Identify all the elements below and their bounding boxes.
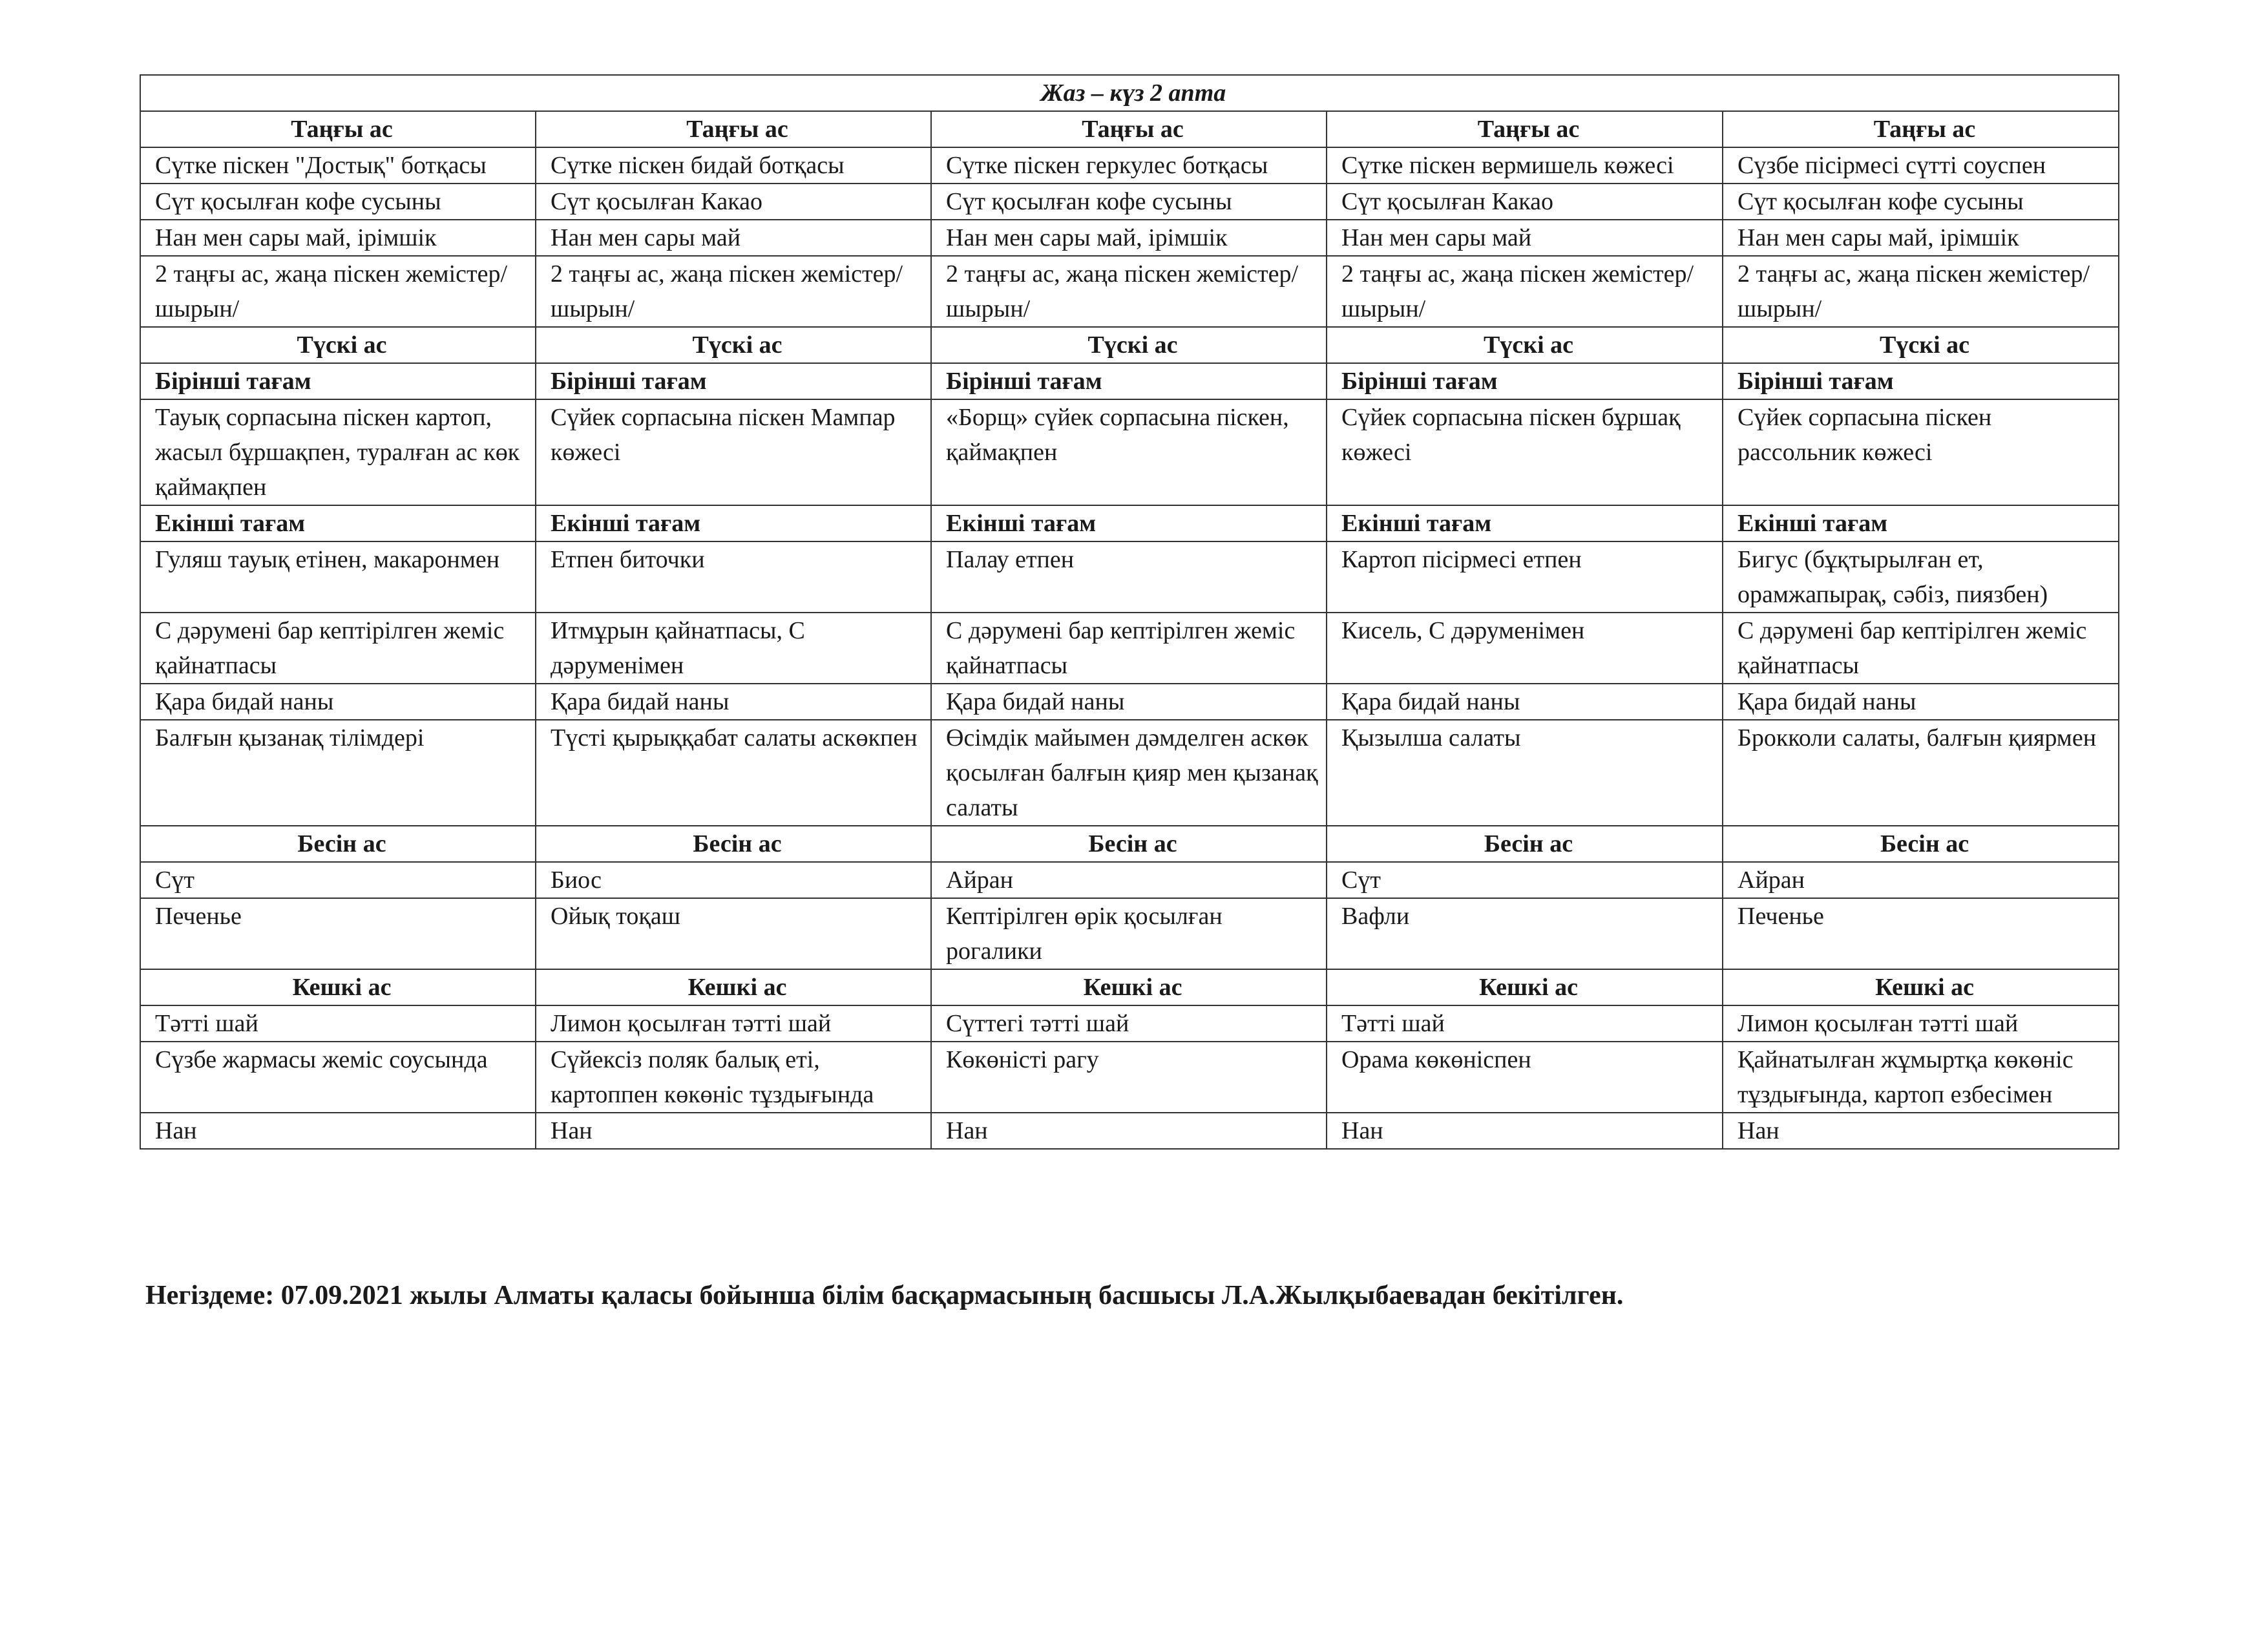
meal-header: Бесін ас <box>931 826 1327 862</box>
menu-cell: 2 таңғы ас, жаңа піскен жемістер/шырын/ <box>1723 256 2119 327</box>
meal-header: Бесін ас <box>1723 826 2119 862</box>
meal-header: Түскі ас <box>1723 327 2119 363</box>
course-header: Бірінші тағам <box>140 363 536 399</box>
menu-cell: Орама көкөніспен <box>1327 1042 1723 1113</box>
menu-title: Жаз – күз 2 апта <box>140 75 2119 111</box>
meal-header-row <box>140 826 2119 862</box>
meal-header: Таңғы ас <box>536 111 931 147</box>
menu-cell: Тауық сорпасына піскен картоп, жасыл бұршақпен, туралған ас көк қаймақпен <box>140 399 536 505</box>
menu-cell: Айран <box>1723 862 2119 898</box>
meal-header: Бесін ас <box>536 826 931 862</box>
menu-cell: Нан мен сары май, ірімшік <box>931 220 1327 256</box>
table-row <box>140 898 2119 969</box>
meal-header: Түскі ас <box>931 327 1327 363</box>
menu-cell: Қара бидай наны <box>536 684 931 720</box>
table-row <box>140 1005 2119 1042</box>
menu-cell: Сүт <box>140 862 536 898</box>
table-row <box>140 1113 2119 1149</box>
menu-cell: Сүйек сорпасына піскен рассольник көжесі <box>1723 399 2119 505</box>
meal-header: Таңғы ас <box>1723 111 2119 147</box>
title-row <box>140 75 2119 111</box>
menu-cell: Биос <box>536 862 931 898</box>
course-header: Екінші тағам <box>536 505 931 541</box>
menu-cell: Вафли <box>1327 898 1723 969</box>
course-header-row <box>140 505 2119 541</box>
menu-cell: Сүт қосылған Какао <box>1327 184 1723 220</box>
menu-cell: Лимон қосылған тәтті шай <box>1723 1005 2119 1042</box>
menu-cell: Балғын қызанақ тілімдері <box>140 720 536 826</box>
menu-cell: Лимон қосылған тәтті шай <box>536 1005 931 1042</box>
menu-cell: Сүтке піскен бидай ботқасы <box>536 147 931 184</box>
course-header: Екінші тағам <box>931 505 1327 541</box>
meal-header: Таңғы ас <box>140 111 536 147</box>
menu-cell: Қара бидай наны <box>140 684 536 720</box>
menu-cell: Сүзбе жармасы жеміс соусында <box>140 1042 536 1113</box>
meal-header: Кешкі ас <box>1723 969 2119 1005</box>
menu-cell: Сүйексіз поляк балық еті, картоппен көкөніс тұздығында <box>536 1042 931 1113</box>
meal-header-row <box>140 327 2119 363</box>
table-row <box>140 613 2119 684</box>
table-row <box>140 684 2119 720</box>
menu-cell: Түсті қырыққабат салаты аскөкпен <box>536 720 931 826</box>
menu-cell: 2 таңғы ас, жаңа піскен жемістер/шырын/ <box>931 256 1327 327</box>
meal-header: Кешкі ас <box>1327 969 1723 1005</box>
menu-cell: Нан <box>536 1113 931 1149</box>
meal-header: Бесін ас <box>140 826 536 862</box>
menu-cell: Нан <box>931 1113 1327 1149</box>
menu-table <box>140 74 2119 1150</box>
meal-header: Кешкі ас <box>536 969 931 1005</box>
menu-cell: Сүттегі тәтті шай <box>931 1005 1327 1042</box>
menu-cell: Печенье <box>140 898 536 969</box>
menu-cell: Қара бидай наны <box>931 684 1327 720</box>
menu-cell: 2 таңғы ас, жаңа піскен жемістер/шырын/ <box>1327 256 1723 327</box>
menu-cell: Палау етпен <box>931 541 1327 613</box>
menu-cell: Нан мен сары май <box>536 220 931 256</box>
menu-cell: Айран <box>931 862 1327 898</box>
basis-note: Негіздеме: 07.09.2021 жылы Алматы қаласы бойынша білім басқармасының басшысы Л.А.Жылқыбаевадан бекітілген. <box>145 1281 1624 1310</box>
table-row <box>140 1042 2119 1113</box>
menu-cell: Нан <box>140 1113 536 1149</box>
meal-header: Түскі ас <box>140 327 536 363</box>
meal-header: Таңғы ас <box>1327 111 1723 147</box>
meal-header: Кешкі ас <box>140 969 536 1005</box>
table-row <box>140 184 2119 220</box>
menu-cell: Нан <box>1327 1113 1723 1149</box>
menu-cell: Өсімдік майымен дәмделген аскөк қосылған балғын қияр мен қызанақ салаты <box>931 720 1327 826</box>
menu-cell: Сүтке піскен вермишель көжесі <box>1327 147 1723 184</box>
menu-cell: Нан мен сары май <box>1327 220 1723 256</box>
meal-header: Түскі ас <box>536 327 931 363</box>
menu-cell: Сүт қосылған кофе сусыны <box>1723 184 2119 220</box>
course-header: Екінші тағам <box>1327 505 1723 541</box>
table-row <box>140 541 2119 613</box>
table-row <box>140 720 2119 826</box>
menu-cell: Сүйек сорпасына піскен Мампар көжесі <box>536 399 931 505</box>
table-row <box>140 220 2119 256</box>
menu-cell: Сүт <box>1327 862 1723 898</box>
menu-cell: Қайнатылған жұмыртқа көкөніс тұздығында, картоп езбесімен <box>1723 1042 2119 1113</box>
menu-cell: Көкөністі рагу <box>931 1042 1327 1113</box>
menu-cell: Сүт қосылған кофе сусыны <box>140 184 536 220</box>
menu-cell: Кисель, С дәруменімен <box>1327 613 1723 684</box>
course-header: Бірінші тағам <box>931 363 1327 399</box>
menu-cell: Нан мен сары май, ірімшік <box>140 220 536 256</box>
menu-cell: Тәтті шай <box>1327 1005 1723 1042</box>
menu-cell: Картоп пісірмесі етпен <box>1327 541 1723 613</box>
menu-body <box>140 75 2119 1149</box>
menu-cell: С дәрумені бар кептірілген жеміс қайнатпасы <box>1723 613 2119 684</box>
menu-cell: Печенье <box>1723 898 2119 969</box>
menu-cell: Сүйек сорпасына піскен бұршақ көжесі <box>1327 399 1723 505</box>
meal-header-row <box>140 969 2119 1005</box>
course-header: Бірінші тағам <box>1723 363 2119 399</box>
menu-cell: Сүзбе пісірмесі сүтті соуспен <box>1723 147 2119 184</box>
menu-cell: Қара бидай наны <box>1327 684 1723 720</box>
menu-cell: Бигус (бұқтырылған ет, орамжапырақ, сәбіз, пиязбен) <box>1723 541 2119 613</box>
table-row <box>140 862 2119 898</box>
table-row <box>140 147 2119 184</box>
course-header-row <box>140 363 2119 399</box>
table-row <box>140 399 2119 505</box>
menu-cell: Итмұрын қайнатпасы, С дәруменімен <box>536 613 931 684</box>
menu-cell: Қара бидай наны <box>1723 684 2119 720</box>
menu-cell: «Борщ» сүйек сорпасына піскен, қаймақпен <box>931 399 1327 505</box>
menu-cell: Ойық тоқаш <box>536 898 931 969</box>
menu-cell: Гуляш тауық етінен, макаронмен <box>140 541 536 613</box>
menu-cell: Кептірілген өрік қосылған рогалики <box>931 898 1327 969</box>
menu-cell: 2 таңғы ас, жаңа піскен жемістер/шырын/ <box>140 256 536 327</box>
menu-cell: С дәрумені бар кептірілген жеміс қайнатпасы <box>931 613 1327 684</box>
menu-cell: Етпен биточки <box>536 541 931 613</box>
menu-cell: Сүт қосылған Какао <box>536 184 931 220</box>
course-header: Екінші тағам <box>140 505 536 541</box>
meal-header: Кешкі ас <box>931 969 1327 1005</box>
table-row <box>140 256 2119 327</box>
course-header: Бірінші тағам <box>536 363 931 399</box>
menu-cell: Брокколи салаты, балғын қиярмен <box>1723 720 2119 826</box>
menu-cell: Сүтке піскен "Достық" ботқасы <box>140 147 536 184</box>
meal-header: Таңғы ас <box>931 111 1327 147</box>
menu-cell: С дәрумені бар кептірілген жеміс қайнатпасы <box>140 613 536 684</box>
menu-cell: Сүтке піскен геркулес ботқасы <box>931 147 1327 184</box>
meal-header: Бесін ас <box>1327 826 1723 862</box>
menu-cell: Нан <box>1723 1113 2119 1149</box>
meal-header: Түскі ас <box>1327 327 1723 363</box>
menu-cell: Қызылша салаты <box>1327 720 1723 826</box>
menu-cell: 2 таңғы ас, жаңа піскен жемістер/шырын/ <box>536 256 931 327</box>
course-header: Екінші тағам <box>1723 505 2119 541</box>
menu-cell: Тәтті шай <box>140 1005 536 1042</box>
course-header: Бірінші тағам <box>1327 363 1723 399</box>
menu-cell: Нан мен сары май, ірімшік <box>1723 220 2119 256</box>
menu-cell: Сүт қосылған кофе сусыны <box>931 184 1327 220</box>
meal-header-row <box>140 111 2119 147</box>
